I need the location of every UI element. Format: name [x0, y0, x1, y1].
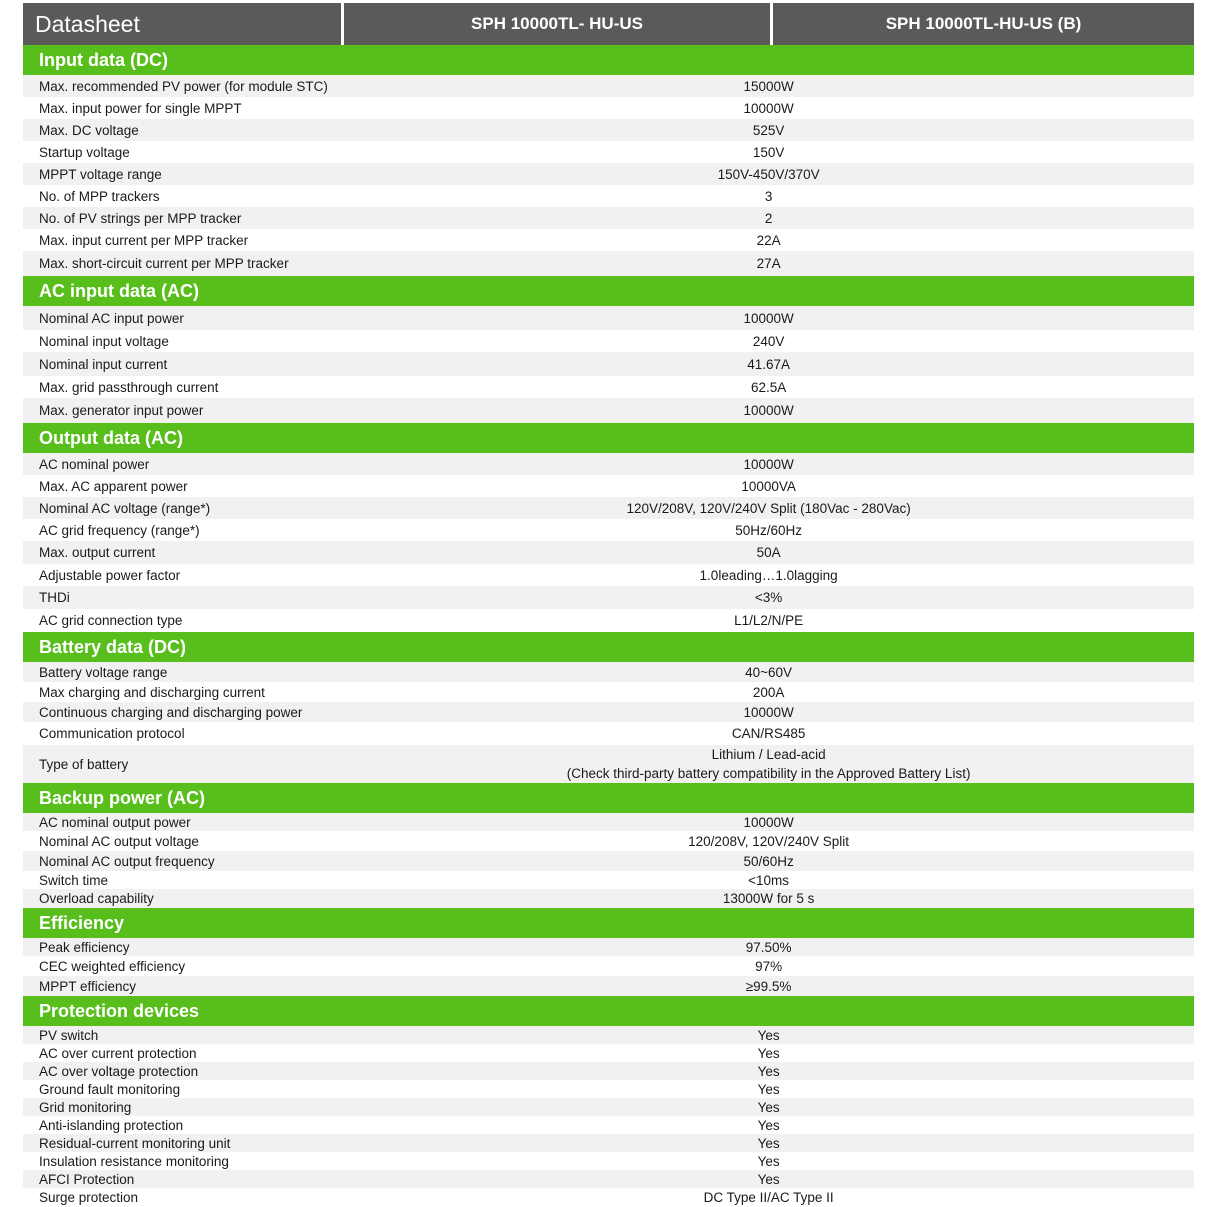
spec-value-text: Yes [757, 1135, 780, 1151]
spec-row-ac-grid-connection-type [23, 609, 1194, 632]
spec-value-text: 15000W [743, 78, 794, 94]
spec-label: Peak efficiency [39, 939, 130, 955]
spec-label: THDi [39, 590, 70, 605]
section-header-efficiency: Efficiency [23, 908, 1194, 938]
spec-row-nominal-input-voltage [23, 330, 1194, 352]
spec-row-nominal-input-current [23, 352, 1194, 376]
section-header-backup-power-ac: Backup power (AC) [23, 783, 1194, 813]
spec-value [343, 1134, 1194, 1152]
spec-label: Adjustable power factor [39, 567, 181, 583]
spec-label: Max. output current [39, 545, 156, 560]
spec-row-residual-current-monitoring-unit [23, 1134, 1194, 1152]
section-header-battery-data-dc: Battery data (DC) [23, 632, 1194, 662]
spec-label: Max. short-circuit current per MPP tracker [39, 256, 289, 271]
spec-value-text: Yes [757, 1117, 780, 1133]
spec-value-text: 200A [752, 684, 785, 700]
spec-value [343, 938, 1194, 956]
spec-row-nominal-ac-voltage-range [23, 497, 1194, 519]
spec-row-startup-voltage [23, 141, 1194, 163]
spec-value [343, 831, 1194, 851]
spec-value [343, 1170, 1194, 1188]
spec-value [343, 1188, 1194, 1206]
spec-label: Communication protocol [39, 726, 185, 741]
spec-value [343, 376, 1194, 398]
spec-value [343, 1080, 1194, 1098]
spec-label: Max. generator input power [39, 403, 204, 418]
spec-value-text: CAN/RS485 [731, 726, 806, 741]
spec-row-max-grid-passthrough-current [23, 376, 1194, 398]
spec-value-text: 150V [752, 144, 785, 160]
spec-value [343, 141, 1194, 163]
spec-row-communication-protocol [23, 722, 1194, 745]
spec-value-text: 10000W [743, 310, 794, 326]
spec-value-text: 10000VA [741, 478, 796, 494]
spec-label: Nominal AC voltage (range*) [39, 500, 211, 516]
spec-row-nominal-ac-output-voltage [23, 831, 1194, 851]
spec-row-thdi [23, 586, 1194, 609]
spec-label: Grid monitoring [39, 1099, 132, 1115]
spec-value [343, 682, 1194, 702]
spec-value-text: 50A [756, 545, 781, 560]
spec-value [343, 586, 1194, 609]
spec-value [343, 702, 1194, 722]
spec-value-text: 3 [764, 188, 773, 204]
spec-value [343, 1044, 1194, 1062]
spec-row-cec-weighted-efficiency [23, 956, 1194, 976]
spec-value [343, 564, 1194, 586]
spec-value [343, 745, 1194, 783]
spec-value-text: Lithium / Lead-acid [711, 747, 826, 762]
spec-row-ac-nominal-output-power [23, 813, 1194, 831]
spec-value [343, 229, 1194, 251]
spec-value-text: L1/L2/N/PE [734, 613, 804, 628]
spec-row-pv-switch [23, 1026, 1194, 1044]
spec-value-note: (Check third-party battery compatibility in the Approved Battery List) [566, 766, 971, 781]
spec-row-overload-capability [23, 889, 1194, 908]
spec-row-ac-over-voltage-protection [23, 1062, 1194, 1080]
spec-row-switch-time [23, 871, 1194, 889]
spec-value [343, 519, 1194, 541]
spec-value [343, 163, 1194, 185]
spec-value [343, 662, 1194, 682]
spec-value-text: 22A [756, 232, 781, 248]
spec-value [343, 330, 1194, 352]
spec-value [343, 1062, 1194, 1080]
spec-row-max-input-power-for-single-mppt [23, 97, 1194, 119]
spec-label: Startup voltage [39, 144, 130, 160]
spec-label: Insulation resistance monitoring [39, 1153, 229, 1169]
spec-value-text: Yes [757, 1081, 780, 1097]
spec-value [343, 75, 1194, 97]
spec-row-max-recommended-pv-power-for-module-stc [23, 75, 1194, 97]
spec-value-text: 525V [752, 122, 785, 138]
spec-label: Nominal AC output voltage [39, 833, 199, 849]
spec-row-max-dc-voltage [23, 119, 1194, 141]
spec-label: AC grid connection type [39, 613, 183, 628]
spec-row-nominal-ac-input-power [23, 306, 1194, 330]
spec-label: Nominal AC input power [39, 310, 184, 326]
spec-row-anti-islanding-protection [23, 1116, 1194, 1134]
spec-value-text: Yes [757, 1099, 780, 1115]
spec-label: PV switch [39, 1027, 99, 1043]
spec-value-text: <10ms [748, 872, 790, 888]
spec-label: No. of MPP trackers [39, 188, 160, 204]
spec-label: Overload capability [39, 891, 154, 906]
spec-label: Anti-islanding protection [39, 1117, 184, 1133]
spec-row-surge-protection [23, 1188, 1194, 1206]
spec-value-text: 10000W [743, 100, 794, 116]
spec-row-mppt-voltage-range [23, 163, 1194, 185]
spec-value-text: 97% [755, 958, 783, 974]
spec-value [343, 976, 1194, 996]
spec-row-no-of-pv-strings-per-mpp-tracker [23, 207, 1194, 229]
datasheet-title: Datasheet [23, 3, 341, 45]
spec-row-insulation-resistance-monitoring [23, 1152, 1194, 1170]
spec-label: AC over voltage protection [39, 1063, 199, 1079]
spec-label: Max. recommended PV power (for module STC) [39, 78, 328, 94]
spec-value [343, 352, 1194, 376]
spec-row-max-output-current [23, 541, 1194, 564]
spec-value [343, 956, 1194, 976]
spec-row-nominal-ac-output-frequency [23, 851, 1194, 871]
spec-value [343, 1026, 1194, 1044]
spec-label: AFCI Protection [39, 1171, 135, 1187]
spec-value [343, 119, 1194, 141]
spec-row-max-short-circuit-current-per-mpp-tracker [23, 251, 1194, 276]
spec-row-max-input-current-per-mpp-tracker [23, 229, 1194, 251]
spec-label: Max charging and discharging current [39, 684, 265, 700]
spec-row-adjustable-power-factor [23, 564, 1194, 586]
spec-value-text: 10000W [743, 403, 794, 418]
spec-row-ac-over-current-protection [23, 1044, 1194, 1062]
spec-value-text: 62.5A [750, 379, 787, 395]
spec-value [343, 813, 1194, 831]
spec-value [343, 871, 1194, 889]
spec-value [343, 851, 1194, 871]
spec-label: Max. input power for single MPPT [39, 100, 242, 116]
spec-value [343, 722, 1194, 745]
spec-label: Max. AC apparent power [39, 478, 188, 494]
spec-value [343, 185, 1194, 207]
spec-value-text: <3% [754, 590, 783, 605]
spec-value-text: Yes [757, 1045, 780, 1061]
spec-label: AC nominal power [39, 456, 150, 472]
spec-label: AC grid frequency (range*) [39, 522, 200, 538]
spec-label: Ground fault monitoring [39, 1081, 181, 1097]
spec-value-text: 240V [752, 333, 785, 349]
model-column-2-header: SPH 10000TL-HU-US (B) [773, 3, 1194, 45]
spec-value [343, 1152, 1194, 1170]
spec-value-text: 120/208V, 120V/240V Split [688, 833, 850, 849]
spec-value [343, 97, 1194, 119]
spec-value [343, 497, 1194, 519]
spec-label: Nominal input voltage [39, 333, 169, 349]
spec-label: Switch time [39, 872, 109, 888]
spec-row-mppt-efficiency [23, 976, 1194, 996]
spec-value-text: 10000W [743, 704, 794, 720]
spec-row-battery-voltage-range [23, 662, 1194, 682]
spec-value [343, 453, 1194, 475]
spec-value [343, 1116, 1194, 1134]
spec-value-text: 10000W [743, 456, 794, 472]
sections-container [23, 45, 1194, 1206]
spec-value-text: 41.67A [747, 356, 790, 372]
spec-row-ac-grid-frequency-range [23, 519, 1194, 541]
spec-label: Max. grid passthrough current [39, 379, 219, 395]
section-header-protection-devices: Protection devices [23, 996, 1194, 1026]
spec-value [343, 609, 1194, 632]
spec-row-type-of-battery [23, 745, 1194, 783]
section-header-ac-input-data-ac: AC input data (AC) [23, 276, 1194, 306]
spec-row-grid-monitoring [23, 1098, 1194, 1116]
spec-value [343, 475, 1194, 497]
spec-label: Nominal AC output frequency [39, 853, 215, 869]
spec-label: CEC weighted efficiency [39, 958, 186, 974]
spec-label: Residual-current monitoring unit [39, 1135, 231, 1151]
spec-label: MPPT voltage range [39, 166, 162, 182]
spec-value-text: 50/60Hz [743, 853, 794, 869]
spec-row-max-charging-and-discharging-current [23, 682, 1194, 702]
spec-label: MPPT efficiency [39, 978, 137, 994]
spec-row-ground-fault-monitoring [23, 1080, 1194, 1098]
spec-row-peak-efficiency [23, 938, 1194, 956]
spec-value-text: 2 [764, 210, 773, 226]
datasheet-table [23, 3, 1194, 1206]
spec-label: Type of battery [39, 756, 129, 772]
spec-label: Continuous charging and discharging power [39, 704, 303, 720]
spec-row-ac-nominal-power [23, 453, 1194, 475]
spec-value [343, 541, 1194, 564]
spec-value-text: Yes [757, 1063, 780, 1079]
spec-label: Nominal input current [39, 356, 168, 372]
spec-value [343, 398, 1194, 423]
spec-row-afci-protection [23, 1170, 1194, 1188]
spec-row-max-generator-input-power [23, 398, 1194, 423]
spec-value-text: 13000W for 5 s [722, 891, 815, 906]
spec-value [343, 207, 1194, 229]
spec-value-text: Yes [757, 1153, 780, 1169]
spec-row-continuous-charging-and-discharging-power [23, 702, 1194, 722]
spec-label: Surge protection [39, 1189, 139, 1205]
spec-value-text: ≥99.5% [745, 978, 792, 994]
spec-value-text: 120V/208V, 120V/240V Split (180Vac - 280Vac) [626, 500, 911, 516]
spec-value-text: 50Hz/60Hz [735, 522, 802, 538]
spec-value-text: 1.0leading…1.0lagging [699, 567, 838, 583]
spec-value-text: Yes [757, 1027, 780, 1043]
spec-row-max-ac-apparent-power [23, 475, 1194, 497]
spec-value [343, 251, 1194, 276]
section-header-input-data-dc: Input data (DC) [23, 45, 1194, 75]
spec-value [343, 889, 1194, 908]
spec-value-text: 97.50% [745, 939, 792, 955]
spec-value-text: Yes [757, 1171, 780, 1187]
spec-label: AC nominal output power [39, 814, 191, 830]
spec-label: Max. input current per MPP tracker [39, 232, 249, 248]
spec-value-text: 150V-450V/370V [717, 166, 820, 182]
spec-value-text: 40~60V [745, 664, 793, 680]
spec-value-text: 27A [756, 256, 781, 271]
spec-value-text: DC Type II/AC Type II [703, 1189, 834, 1205]
spec-value-text: 10000W [743, 814, 794, 830]
spec-value [343, 1098, 1194, 1116]
header-row [23, 3, 1194, 45]
model-column-1-header: SPH 10000TL- HU-US [344, 3, 770, 45]
spec-label: Max. DC voltage [39, 122, 139, 138]
spec-label: AC over current protection [39, 1045, 197, 1061]
spec-label: No. of PV strings per MPP tracker [39, 210, 242, 226]
spec-value [343, 306, 1194, 330]
spec-label: Battery voltage range [39, 664, 168, 680]
section-header-output-data-ac: Output data (AC) [23, 423, 1194, 453]
spec-row-no-of-mpp-trackers [23, 185, 1194, 207]
